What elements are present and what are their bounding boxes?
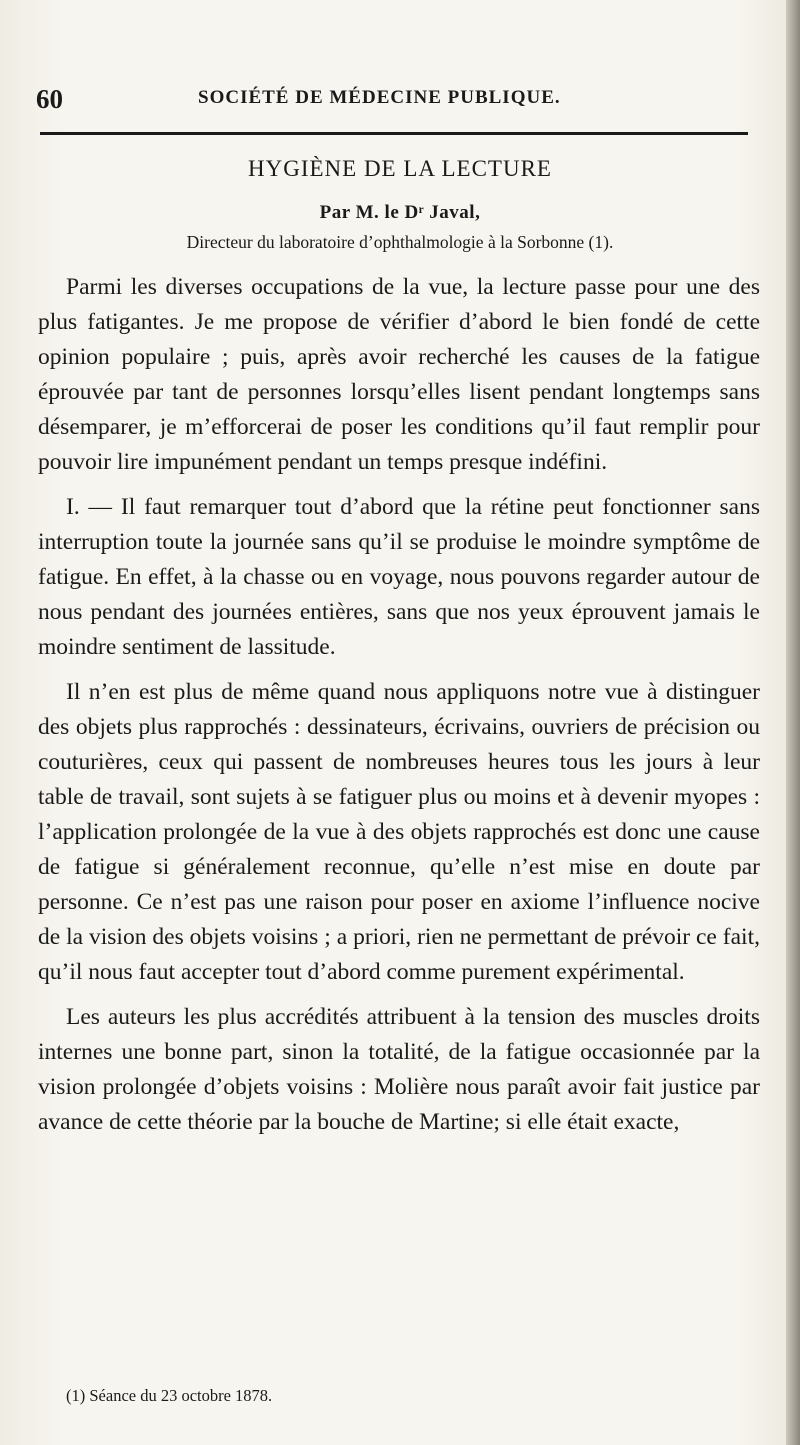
paragraph-1: Parmi les diverses occupations de la vue, la lecture passe pour une des plus fatigantes. Je me propose de vérifier d’abord le bien fondé de cette opinion populaire ; puis, après avoir recherché les causes de la fatigue éprouvée par tant de personnes lorsqu’elles lisent pendant longtemps sans désemparer, je m’efforcerai de poser les conditions qu’il faut remplir pour pouvoir lire impunément pendant un temps presque indéfini. [38, 274, 760, 475]
article-body [38, 270, 760, 1140]
running-head: SOCIÉTÉ DE MÉDECINE PUBLIQUE. [198, 87, 561, 108]
article-byline: Par M. le Dʳ Javal, [319, 202, 481, 223]
footnote: (1) Séance du 23 octobre 1878. [66, 1386, 273, 1405]
page-header [36, 84, 756, 114]
paragraph-3: Il n’en est plus de même quand nous appliquons notre vue à distinguer des objets plus rapprochés : dessinateurs, écrivains, ouvriers de précision ou couturières, ceux qui passent de nombreuses heures tous les jours à leur table de travail, sont sujets à se fatiguer plus ou moins et à devenir myopes : l’application prolongée de la vue à des objets rapprochés est donc une cause de fatigue si généralement reconnue, qu’elle n’est mise en doute par personne. Ce n’est pas une raison pour poser en axiome l’influence nocive de la vision des objets voisins ; a priori, rien ne permettant de prévoir ce fait, qu’il nous faut accepter tout d’abord comme purement expérimental. [38, 679, 760, 985]
article-title: HYGIÈNE DE LA LECTURE [248, 156, 552, 181]
author-affiliation: Directeur du laboratoire d’ophthalmologie à la Sorbonne (1). [186, 232, 614, 252]
header-rule [40, 132, 748, 135]
paragraph-4: Les auteurs les plus accrédités attribuent à la tension des muscles droits internes une bonne part, sinon la totalité, de la fatigue occasionnée par la vision prolongée d’objets voisins : Molière nous paraît avoir fait justice par avance de cette théorie par la bouche de Martine; si elle était exacte, [38, 1004, 760, 1135]
paragraph-2: I. — Il faut remarquer tout d’abord que la rétine peut fonctionner sans interruption toute la journée sans qu’il se produise le moindre symptôme de fatigue. En effet, à la chasse ou en voyage, nous pouvons regarder autour de nous pendant des journées entières, sans que nos yeux éprouvent jamais le moindre sentiment de lassitude. [38, 494, 760, 660]
page-number: 60 [36, 84, 63, 114]
